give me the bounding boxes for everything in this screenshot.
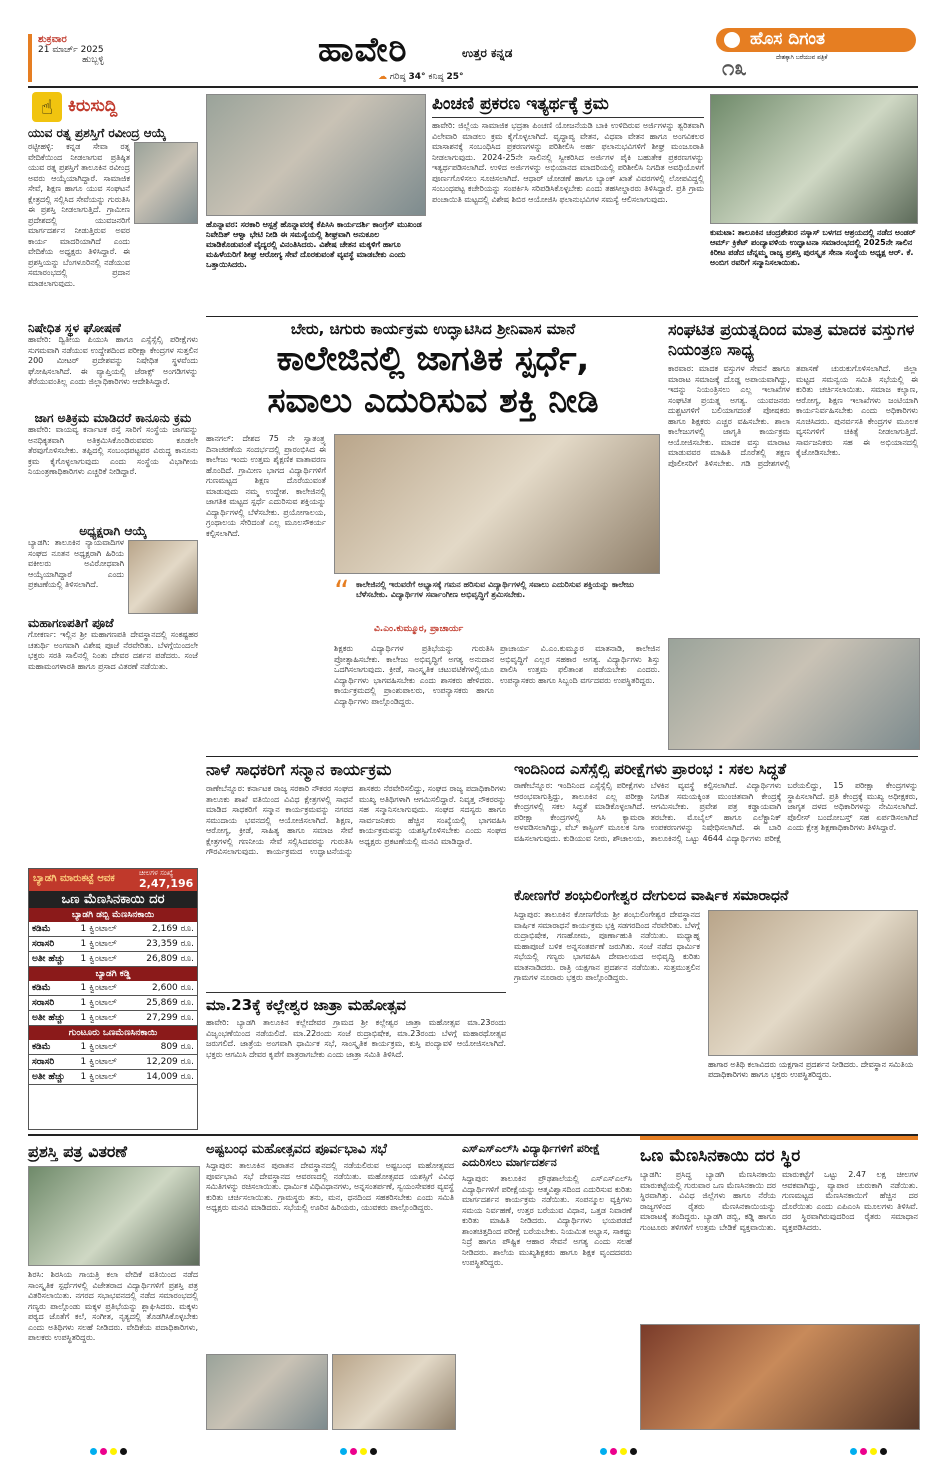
drugs-body: ಕಾರವಾರ: ಮಾದಕ ವಸ್ತುಗಳ ಸೇವನೆ ಹಾಗೂ ಮಾರಾಟ ಸಮಾಜಕ್ಕೆ ದೊಡ್ಡ ಅಪಾಯವಾಗಿದ್ದು, ಇದನ್ನು ನಿಯಂತ್ರಿಸಲು ಎಲ್ಲ ಇಲಾಖೆಗಳ ಸಂಘಟಿತ ಪ್ರಯತ್ನ ಅಗತ್ಯ. ಯುವಜನರು ದುಶ್ಚಟಗಳಿಗೆ ಬಲಿಯಾಗದಂತೆ ಪೋಷಕರು ಹಾಗೂ ಶಿಕ್ಷಕರು ಎಚ್ಚರ ವಹಿಸಬೇಕು. ಶಾಲಾ ಕಾಲೇಜುಗಳಲ್ಲಿ ಜಾಗೃತಿ ಕಾರ್ಯಕ್ರಮ ಆಯೋಜಿಸಬೇಕು. ಮಾದಕ ವಸ್ತು ಮಾರಾಟ ಮಾಡುವವರ ಮಾಹಿತಿ ದೊರೆತಲ್ಲಿ ತಕ್ಷಣ ಪೊಲೀಸರಿಗೆ ತಿಳಿಸಬೇಕು. ಗಡಿ ಪ್ರದೇಶಗಳಲ್ಲಿ ತಪಾಸಣೆ ಚುರುಕುಗೊಳಿಸಲಾಗಿದೆ. ಜಿಲ್ಲಾ ಮಟ್ಟದ ಸಮನ್ವಯ ಸಮಿತಿ ಸಭೆಯಲ್ಲಿ ಈ ಕುರಿತು ಚರ್ಚಿಸಲಾಯಿತು. ಸಮಾಜ ಕಲ್ಯಾಣ, ಆರೋಗ್ಯ, ಶಿಕ್ಷಣ ಇಲಾಖೆಗಳು ಜಂಟಿಯಾಗಿ ಕಾರ್ಯನಿರ್ವಹಿಸಬೇಕು ಎಂದು ಅಧಿಕಾರಿಗಳು ಸೂಚಿಸಿದರು. ಪುನರ್ವಸತಿ ಕೇಂದ್ರಗಳ ಮೂಲಕ ವ್ಯಸನಿಗಳಿಗೆ ಚಿಕಿತ್ಸೆ ನೀಡಲಾಗುತ್ತಿದೆ. ಸಾರ್ವಜನಿಕರು ಸಹ ಈ ಅಭಿಯಾನದಲ್ಲಿ ಕೈಜೋಡಿಸಬೇಕು.	[668, 364, 918, 468]
lead-headline-2: ಸವಾಲು ಎದುರಿಸುವ ಶಕ್ತಿ ನೀಡಿ	[267, 381, 599, 421]
news-body-3: ಹಾವೇರಿ: ವಾಯವ್ಯ ಕರ್ನಾಟಕ ರಸ್ತೆ ಸಾರಿಗೆ ಸಂಸ್ಥೆಯ ಜಾಗವನ್ನು ಅನಧಿಕೃತವಾಗಿ ಅತಿಕ್ರಮಿಸಿಕೊಂಡಿರುವವರು ಕೂಡಲೇ ತೆರವುಗೊಳಿಸಬೇಕು. ತಪ್ಪಿದಲ್ಲಿ ಸಂಬಂಧಪಟ್ಟವರ ವಿರುದ್ಧ ಕಾನೂನು ಕ್ರಮ ಕೈಗೊಳ್ಳಲಾಗುವುದು ಎಂದು ಸಂಸ್ಥೆಯ ವಿಭಾಗೀಯ ನಿಯಂತ್ರಣಾಧಿಕಾರಿಗಳು ಎಚ್ಚರಿಕೆ ನೀಡಿದ್ದಾರೆ.	[28, 425, 198, 476]
lead-story	[206, 320, 660, 750]
registration-marks-4	[850, 1440, 890, 1459]
market-cell-price: 25,869 ರೂ.	[130, 996, 197, 1011]
lead-body-2: ಶಿಕ್ಷಕರು ವಿದ್ಯಾರ್ಥಿಗಳ ಪ್ರತಿಭೆಯನ್ನು ಗುರುತಿಸಿ ಪ್ರೋತ್ಸಾಹಿಸಬೇಕು. ಕಾಲೇಜು ಅಭಿವೃದ್ಧಿಗೆ ಅಗತ್ಯ ಅನುದಾನ ಒದಗಿಸಲಾಗುವುದು. ಕ್ರೀಡೆ, ಸಾಂಸ್ಕೃತಿಕ ಚಟುವಟಿಕೆಗಳಲ್ಲಿಯೂ ವಿದ್ಯಾರ್ಥಿಗಳು ಭಾಗವಹಿಸಬೇಕು ಎಂದು ಶಾಸಕರು ಹೇಳಿದರು. ಕಾರ್ಯಕ್ರಮದಲ್ಲಿ ಪ್ರಾಂಶುಪಾಲರು, ಉಪನ್ಯಾಸಕರು ಹಾಗೂ ವಿದ್ಯಾರ್ಥಿಗಳು ಪಾಲ್ಗೊಂಡಿದ್ದರು.	[334, 644, 494, 706]
market-table	[29, 1040, 197, 1085]
market-banner-left: ಬ್ಯಾಡಗಿ ಮಾರುಕಟ್ಟೆ ಆವಕ	[33, 873, 115, 884]
certificate-body: ಶಿರಸಿ: ಶಿರಸಿಯ ಗಾಯತ್ರಿ ಕಲಾ ವೇದಿಕೆ ವತಿಯಿಂದ ನಡೆದ ಸಾಂಸ್ಕೃತಿಕ ಸ್ಪರ್ಧೆಗಳಲ್ಲಿ ವಿಜೇತರಾದ ವಿದ್ಯಾರ್ಥಿಗಳಿಗೆ ಪ್ರಶಸ್ತಿ ಪತ್ರ ವಿತರಿಸಲಾಯಿತು. ನಗರದ ಸಭಾಭವನದಲ್ಲಿ ನಡೆದ ಸಮಾರಂಭದಲ್ಲಿ ಗಣ್ಯರು ಪಾಲ್ಗೊಂಡು ಮಕ್ಕಳ ಪ್ರತಿಭೆಯನ್ನು ಶ್ಲಾಘಿಸಿದರು. ಮಕ್ಕಳು ಪಠ್ಯದ ಜೊತೆಗೆ ಕಲೆ, ಸಂಗೀತ, ನೃತ್ಯದಲ್ಲಿ ತೊಡಗಿಸಿಕೊಳ್ಳಬೇಕು ಎಂದು ಅತಿಥಿಗಳು ಸಲಹೆ ನೀಡಿದರು. ವೇದಿಕೆಯ ಪದಾಧಿಕಾರಿಗಳು, ಪಾಲಕರು ಉಪಸ್ಥಿತರಿದ್ದರು.	[28, 1270, 198, 1342]
region-label: ಉತ್ತರ ಕನ್ನಡ	[462, 46, 513, 60]
sslc-story	[514, 760, 918, 882]
news-title-2: ನಿಷೇಧಿತ ಸ್ಥಳ ಘೋಷಣೆ	[28, 321, 121, 335]
table-row	[29, 922, 197, 937]
cricket-event-caption: ಕುಮಟಾ: ತಾಲೂಕಿನ ಚಂದ್ರಶೇಖರ ನಸ್ಕಾಸ್ ಬಳಗದ ಆಶ್ರಯದಲ್ಲಿ ನಡೆದ ಅಂಡರ್ ಆರ್ಮ್ ಕ್ರಿಕೆಟ್ ಪಂದ್ಯಾವಳಿಯ ಉದ್ಘಾಟನಾ ಸಮಾರಂಭದಲ್ಲಿ 2025ನೇ ಸಾಲಿನ ಕಿರೀಟ ಪಡೆದ ಚೆನ್ನಮ್ಮ ರಾಜ್ಯ ಪ್ರಶಸ್ತಿ ಪುರಸ್ಕೃತ ಸೇನಾ ಸಂಸ್ಥೆಯ ಅಧ್ಯಕ್ಷ ಆರ್. ಕೆ. ಅಂಬಿಗ ರವರಿಗೆ ಸನ್ಮಾನಿಸಲಾಯಿತು.	[710, 228, 916, 267]
temp-min-label: ಕನಿಷ್ಠ	[428, 72, 444, 82]
lead-body-3: ಪ್ರಾಚಾರ್ಯ ವಿ.ಎಂ.ಕುಮ್ಮೂರ ಮಾತನಾಡಿ, ಕಾಲೇಜಿನ ಅಭಿವೃದ್ಧಿಗೆ ಎಲ್ಲರ ಸಹಕಾರ ಅಗತ್ಯ. ವಿದ್ಯಾರ್ಥಿಗಳು ಶಿಸ್ತು ಪಾಲಿಸಿ ಉತ್ತಮ ಫಲಿತಾಂಶ ಪಡೆಯಬೇಕು ಎಂದರು. ಉಪನ್ಯಾಸಕರು ಹಾಗೂ ಸಿಬ್ಬಂದಿ ವರ್ಗದವರು ಉಪಸ್ಥಿತರಿದ್ದರು.	[500, 644, 660, 685]
cricket-event-photo	[710, 94, 918, 224]
market-table	[29, 981, 197, 1026]
certificate-title: ಪ್ರಶಸ್ತಿ ಪತ್ರ ವಿತರಣೆ	[28, 1142, 128, 1161]
jatre-story	[206, 992, 506, 1130]
certificate-story	[28, 1142, 198, 1432]
table-row	[29, 952, 197, 967]
market-cell-unit: 1 ಕ್ವಿಂಟಾಲ್	[78, 937, 131, 952]
table-row	[29, 1040, 197, 1055]
market-cell-unit: 1 ಕ್ವಿಂಟಾಲ್	[78, 1040, 131, 1055]
news-body-5: ಗೋಕರ್ಣ: ಇಲ್ಲಿನ ಶ್ರೀ ಮಹಾಗಣಪತಿ ದೇವಸ್ಥಾನದಲ್ಲಿ ಸಂಕಷ್ಟಹರ ಚತುರ್ಥಿ ಅಂಗವಾಗಿ ವಿಶೇಷ ಪೂಜೆ ನೆರವೇರಿತು. ಬೆಳಗ್ಗೆಯಿಂದಲೇ ಭಕ್ತರು ಸರತಿ ಸಾಲಿನಲ್ಲಿ ನಿಂತು ದೇವರ ದರ್ಶನ ಪಡೆದರು. ಸಂಜೆ ಮಹಾಮಂಗಳಾರತಿ ಹಾಗೂ ಪ್ರಸಾದ ವಿತರಣೆ ನಡೆಯಿತು.	[28, 630, 198, 671]
market-section-header: ಬ್ಯಾಡಗಿ ಕಡ್ಡಿ	[29, 967, 197, 981]
temple-story	[514, 888, 918, 1128]
day-label: ಶುಕ್ರವಾರ	[38, 34, 67, 45]
honour-story	[206, 760, 506, 988]
lead-headline-1: ಕಾಲೇಜಿನಲ್ಲಿ ಜಾಗತಿಕ ಸ್ಪರ್ಧೆ,	[276, 339, 590, 379]
ashtabandha-story	[206, 1142, 454, 1432]
kirusuddi-column	[28, 92, 198, 862]
bags-label: ಚೀಲಗಳ ಸಂಖ್ಯೆ	[139, 869, 174, 877]
market-cell-price: 12,209 ರೂ.	[130, 1055, 197, 1070]
market-cell-price: 27,299 ರೂ.	[130, 1011, 197, 1026]
lead-quote: ಕಾಲೇಜಿನಲ್ಲಿ ಇರುವರೆಗೆ ಅಭ್ಯಾಸಕ್ಕೆ ಗಮನ ಹರಿಸುವ ವಿದ್ಯಾರ್ಥಿಗಳಲ್ಲಿ ಸವಾಲು ಎದುರಿಸುವ ಶಕ್ತಿಯನ್ನು ಕಾಲೇಜು ಬೆಳೆಸಬೇಕು. ವಿದ್ಯಾರ್ಥಿಗಳ ಸರ್ವಾಂಗೀಣ ಅಭಿವೃದ್ಧಿಗೆ ಶ್ರಮಿಸಬೇಕು.	[356, 580, 634, 599]
market-cell-grade: ಕಡಿಮೆ	[29, 922, 78, 937]
temp-max-label: ಗರಿಷ್ಠ	[389, 72, 406, 82]
ashtabandha-photo-2	[332, 1354, 456, 1430]
market-cell-unit: 1 ಕ್ವಿಂಟಾಲ್	[78, 1011, 131, 1026]
market-cell-price: 26,809 ರೂ.	[130, 952, 197, 967]
sslc-guidance-story	[462, 1142, 632, 1432]
masthead	[28, 28, 918, 86]
honour-title: ನಾಳೆ ಸಾಧಕರಿಗೆ ಸನ್ಮಾನ ಕಾರ್ಯಕ್ರಮ	[206, 760, 392, 779]
chilli-market-photo	[640, 1324, 920, 1430]
table-row	[29, 937, 197, 952]
market-cell-price: 2,169 ರೂ.	[130, 922, 197, 937]
date-block	[28, 34, 148, 82]
table-row	[29, 1055, 197, 1070]
market-cell-unit: 1 ಕ್ವಿಂಟಾಲ್	[78, 952, 131, 967]
market-cell-grade: ಸರಾಸರಿ	[29, 937, 78, 952]
ashtabandha-photo-1	[206, 1354, 328, 1430]
market-sections	[29, 908, 197, 1085]
sslc-guidance-title: ಎಸ್‌ಎಸ್‌ಎಲ್‌ಸಿ ವಿದ್ಯಾರ್ಥಿಗಳಿಗೆ ಪರೀಕ್ಷೆ ಎದುರಿಸಲು ಮಾರ್ಗದರ್ಶನ	[462, 1142, 601, 1169]
temple-photo	[708, 910, 918, 1056]
market-cell-grade: ಸರಾಸರಿ	[29, 996, 78, 1011]
market-title: ಒಣ ಮೆಣಸಿನಕಾಯಿ ದರ	[29, 891, 197, 908]
market-cell-grade: ಅತೀ ಹೆಚ್ಚು	[29, 952, 78, 967]
market-section-header: ಗುಂಟೂರು ಒಣಮೆಣಸಿನಕಾಯಿ	[29, 1026, 197, 1040]
market-cell-grade: ಕಡಿಮೆ	[29, 1040, 78, 1055]
temp-min: 25°	[446, 72, 464, 82]
temple-body: ಸಿದ್ದಾಪುರ: ತಾಲೂಕಿನ ಕೋಣಗೆರೆಯ ಶ್ರೀ ಶಂಭುಲಿಂಗೇಶ್ವರ ದೇವಸ್ಥಾನದ ವಾರ್ಷಿಕ ಸಮಾರಾಧನೆ ಕಾರ್ಯಕ್ರಮ ಭಕ್ತಿ ಸಡಗರದಿಂದ ನೆರವೇರಿತು. ಬೆಳಗ್ಗೆ ರುದ್ರಾಭಿಷೇಕ, ಗಣಹೋಮ, ಪೂರ್ಣಾಹುತಿ ನಡೆಯಿತು. ಮಧ್ಯಾಹ್ನ ಮಹಾಪೂಜೆ ಬಳಿಕ ಅನ್ನಸಂತರ್ಪಣೆ ಜರುಗಿತು. ಸಂಜೆ ನಡೆದ ಧಾರ್ಮಿಕ ಸಭೆಯಲ್ಲಿ ಗಣ್ಯರು ಭಾಗವಹಿಸಿ ದೇವಾಲಯದ ಅಭಿವೃದ್ಧಿ ಕುರಿತು ಮಾತನಾಡಿದರು. ರಾತ್ರಿ ಯಕ್ಷಗಾನ ಪ್ರದರ್ಶನ ನಡೆಯಿತು. ಸುತ್ತಮುತ್ತಲಿನ ಗ್ರಾಮಗಳ ನೂರಾರು ಭಕ್ತರು ಪಾಲ್ಗೊಂಡಿದ್ದರು.	[514, 910, 700, 982]
page-title: ಹಾವೇರಿ	[318, 30, 408, 70]
date-label: 21 ಮಾರ್ಚ್ 2025	[38, 45, 104, 55]
hospital-visit-caption: ಹೊನ್ನಾವರ: ಸರಕಾರಿ ಆಸ್ಪತ್ರೆ ಹೊನ್ನಾವರಕ್ಕೆ ಕೆಪಿಸಿಸಿ ಕಾರ್ಯದರ್ಶಿ ಕಾಂಗ್ರೆಸ್ ಮುಖಂಡ ನಿವೇದಿತ್ ಆಳ್ವಾ ಭೇಟಿ ನೀಡಿ ಈ ಸಮಸ್ಯೆಯಲ್ಲಿ ಶೀಘ್ರವಾಗಿ ಅನುಕೂಲ ಮಾಡಿಕೊಡುವಂತೆ ವೈದ್ಯರಲ್ಲಿ ವಿನಂತಿಸಿದರು. ವಿಶೇಷ ಚೇತನ ಮಕ್ಕಳಿಗೆ ಹಾಗೂ ಮಹಿಳೆಯರಿಗೆ ಶೀಘ್ರ ಆರೋಗ್ಯ ಸೇವೆ ದೊರಕುವಂತೆ ವ್ಯವಸ್ಥೆ ಮಾಡಬೇಕು ಎಂದು ಒತ್ತಾಯಿಸಿದರು.	[206, 220, 422, 269]
honour-body: ರಾಣೇಬೆನ್ನೂರ: ಕರ್ನಾಟಕ ರಾಜ್ಯ ಸರಕಾರಿ ನೌಕರರ ಸಂಘದ ತಾಲೂಕು ಶಾಖೆ ವತಿಯಿಂದ ವಿವಿಧ ಕ್ಷೇತ್ರಗಳಲ್ಲಿ ಸಾಧನೆ ಮಾಡಿದ ಸಾಧಕರಿಗೆ ಸನ್ಮಾನ ಕಾರ್ಯಕ್ರಮವನ್ನು ನಗರದ ಸಮುದಾಯ ಭವನದಲ್ಲಿ ಆಯೋಜಿಸಲಾಗಿದೆ. ಶಿಕ್ಷಣ, ಆರೋಗ್ಯ, ಕ್ರೀಡೆ, ಸಾಹಿತ್ಯ ಹಾಗೂ ಸಮಾಜ ಸೇವೆ ಕ್ಷೇತ್ರಗಳಲ್ಲಿ ಗಣನೀಯ ಸೇವೆ ಸಲ್ಲಿಸಿದವರನ್ನು ಗುರುತಿಸಿ ಗೌರವಿಸಲಾಗುವುದು. ಕಾರ್ಯಕ್ರಮದ ಉದ್ಘಾಟನೆಯನ್ನು ಶಾಸಕರು ನೆರವೇರಿಸಲಿದ್ದು, ಸಂಘದ ರಾಜ್ಯ ಪದಾಧಿಕಾರಿಗಳು ಮುಖ್ಯ ಅತಿಥಿಗಳಾಗಿ ಆಗಮಿಸಲಿದ್ದಾರೆ. ನಿವೃತ್ತ ನೌಕರರನ್ನು ಸಹ ಸನ್ಮಾನಿಸಲಾಗುವುದು. ಸಂಘದ ಸದಸ್ಯರು ಹಾಗೂ ಸಾರ್ವಜನಿಕರು ಹೆಚ್ಚಿನ ಸಂಖ್ಯೆಯಲ್ಲಿ ಭಾಗವಹಿಸಿ ಕಾರ್ಯಕ್ರಮವನ್ನು ಯಶಸ್ವಿಗೊಳಿಸಬೇಕು ಎಂದು ಸಂಘದ ಅಧ್ಯಕ್ಷರು ಪ್ರಕಟಣೆಯಲ್ಲಿ ಮನವಿ ಮಾಡಿದ್ದಾರೆ.	[206, 784, 506, 856]
news-title-1: ಯುವ ರತ್ನ ಪ್ರಶಸ್ತಿಗೆ ರವೀಂದ್ರ ಆಯ್ಕೆ	[28, 126, 167, 140]
table-row	[29, 996, 197, 1011]
market-cell-price: 2,600 ರೂ.	[130, 981, 197, 996]
market-cell-unit: 1 ಕ್ವಿಂಟಾಲ್	[78, 922, 131, 937]
jatre-title: ಮಾ.23ಕ್ಕೆ ಕಲ್ಲೇಶ್ವರ ಜಾತ್ರಾ ಮಹೋತ್ಸವ	[206, 992, 506, 1014]
chilli-title: ಒಣ ಮೆಣಸಿನಕಾಯಿ ದರ ಸ್ಥಿರ	[640, 1146, 801, 1166]
market-cell-grade: ಅತೀ ಹೆಚ್ಚು	[29, 1011, 78, 1026]
market-cell-grade: ಸರಾಸರಿ	[29, 1055, 78, 1070]
certificate-photo	[28, 1166, 200, 1266]
lead-kicker: ಬೇರು, ಚಿಗುರು ಕಾರ್ಯಕ್ರಮ ಉದ್ಘಾಟಿಸಿದ ಶ್ರೀನಿವಾಸ ಮಾನೆ	[290, 320, 576, 338]
news-title-4: ಅಧ್ಯಕ್ಷರಾಗಿ ಆಯ್ಕೆ	[79, 524, 147, 538]
chilli-body: ಬ್ಯಾಡಗಿ: ಪ್ರಸಿದ್ಧ ಬ್ಯಾಡಗಿ ಮೆಣಸಿನಕಾಯಿ ಮಾರುಕಟ್ಟೆಯಲ್ಲಿ ಗುರುವಾರ ಒಣ ಮೆಣಸಿನಕಾಯಿ ದರ ಸ್ಥಿರವಾಗಿತ್ತು. ವಿವಿಧ ಜಿಲ್ಲೆಗಳು ಹಾಗೂ ನೆರೆಯ ರಾಜ್ಯಗಳಿಂದ ರೈತರು ಮೆಣಸಿನಕಾಯಿಯನ್ನು ಮಾರಾಟಕ್ಕೆ ತಂದಿದ್ದರು. ಬ್ಯಾಡಗಿ ಡಬ್ಬಿ, ಕಡ್ಡಿ ಹಾಗೂ ಗುಂಟೂರು ತಳಿಗಳಿಗೆ ಉತ್ತಮ ಬೇಡಿಕೆ ವ್ಯಕ್ತವಾಯಿತು. ಮಾರುಕಟ್ಟೆಗೆ ಒಟ್ಟು 2.47 ಲಕ್ಷ ಚೀಲಗಳ ಆವಕವಾಗಿದ್ದು, ವ್ಯಾಪಾರ ಚುರುಕಾಗಿ ನಡೆಯಿತು. ಗುಣಮಟ್ಟದ ಮೆಣಸಿನಕಾಯಿಗೆ ಹೆಚ್ಚಿನ ದರ ದೊರೆಯಿತು ಎಂದು ಎಪಿಎಂಸಿ ಮೂಲಗಳು ತಿಳಿಸಿವೆ. ದರ ಸ್ಥಿರವಾಗಿರುವುದರಿಂದ ರೈತರು ಸಮಾಧಾನ ವ್ಯಕ್ತಪಡಿಸಿದರು.	[640, 1170, 918, 1232]
market-cell-unit: 1 ಕ್ವಿಂಟಾಲ್	[78, 1055, 131, 1070]
market-cell-grade: ಅತೀ ಹೆಚ್ಚು	[29, 1070, 78, 1085]
lead-photo	[334, 434, 660, 574]
news-title-5: ಮಹಾಗಣಪತಿಗೆ ಪೂಜೆ	[28, 616, 114, 630]
market-banner	[29, 869, 197, 891]
news-body-1: ರಟ್ಟೀಹಳ್ಳಿ: ಕನ್ನಡ ಸೇವಾ ರತ್ನ ವೇದಿಕೆಯಿಂದ ನೀಡಲಾಗುವ ಪ್ರತಿಷ್ಠಿತ ಯುವ ರತ್ನ ಪ್ರಶಸ್ತಿಗೆ ತಾಲೂಕಿನ ರವೀಂದ್ರ ಅವರು ಆಯ್ಕೆಯಾಗಿದ್ದಾರೆ. ಸಾಮಾಜಿಕ ಸೇವೆ, ಶಿಕ್ಷಣ ಹಾಗೂ ಯುವ ಸಂಘಟನೆ ಕ್ಷೇತ್ರದಲ್ಲಿ ಸಲ್ಲಿಸಿದ ಸೇವೆಯನ್ನು ಗುರುತಿಸಿ ಈ ಪ್ರಶಸ್ತಿ ನೀಡಲಾಗುತ್ತಿದೆ. ಗ್ರಾಮೀಣ ಪ್ರದೇಶದಲ್ಲಿ ಯುವಜನರಿಗೆ ಮಾರ್ಗದರ್ಶನ ನೀಡುತ್ತಿರುವ ಅವರ ಕಾರ್ಯ ಮಾದರಿಯಾಗಿದೆ ಎಂದು ವೇದಿಕೆಯ ಅಧ್ಯಕ್ಷರು ತಿಳಿಸಿದ್ದಾರೆ. ಈ ಪ್ರಶಸ್ತಿಯನ್ನು ಬೆಂಗಳೂರಿನಲ್ಲಿ ನಡೆಯುವ ಸಮಾರಂಭದಲ್ಲಿ ಪ್ರದಾನ ಮಾಡಲಾಗುವುದು.	[28, 142, 130, 288]
jatre-body: ಹಾವೇರಿ: ಬ್ಯಾಡಗಿ ತಾಲೂಕಿನ ಕಲ್ಲೇದೇವರ ಗ್ರಾಮದ ಶ್ರೀ ಕಲ್ಲೇಶ್ವರ ಜಾತ್ರಾ ಮಹೋತ್ಸವ ಮಾ.23ರಂದು ವಿಜೃಂಭಣೆಯಿಂದ ನಡೆಯಲಿದೆ. ಮಾ.22ರಂದು ಸಂಜೆ ರುದ್ರಾಭಿಷೇಕ, ಮಾ.23ರಂದು ಬೆಳಗ್ಗೆ ಮಹಾರಥೋತ್ಸವ ಜರುಗಲಿದೆ. ಜಾತ್ರೆಯ ಅಂಗವಾಗಿ ಧಾರ್ಮಿಕ ಸಭೆ, ಸಾಂಸ್ಕೃತಿಕ ಕಾರ್ಯಕ್ರಮ, ಕುಸ್ತಿ ಪಂದ್ಯಾವಳಿ ಆಯೋಜಿಸಲಾಗಿದೆ. ಭಕ್ತರು ಆಗಮಿಸಿ ದೇವರ ಕೃಪೆಗೆ ಪಾತ್ರರಾಗಬೇಕು ಎಂದು ಜಾತ್ರಾ ಸಮಿತಿ ತಿಳಿಸಿದೆ.	[206, 1018, 506, 1059]
market-cell-unit: 1 ಕ್ವಿಂಟಾಲ್	[78, 1070, 131, 1085]
registration-marks	[90, 1440, 130, 1459]
chilli-story	[640, 1146, 918, 1432]
pension-title: ಪಿಂಚಣಿ ಪ್ರಕರಣ ಇತ್ಯರ್ಥಕ್ಕೆ ಕ್ರಮ	[432, 94, 704, 118]
market-cell-price: 14,009 ರೂ.	[130, 1070, 197, 1085]
quote-icon: “	[334, 575, 350, 610]
news-title-3: ಜಾಗ ಅತಿಕ್ರಮ ಮಾಡಿದರೆ ಕಾನೂನು ಕ್ರಮ	[34, 411, 192, 425]
market-cell-price: 23,359 ರೂ.	[130, 937, 197, 952]
ashtabandha-title: ಅಷ್ಟಬಂಧ ಮಹೋತ್ಸವದ ಪೂರ್ವಭಾವಿ ಸಭೆ	[206, 1142, 387, 1157]
ashtabandha-body: ಸಿದ್ದಾಪುರ: ತಾಲೂಕಿನ ಪುರಾತನ ದೇವಸ್ಥಾನದಲ್ಲಿ ನಡೆಯಲಿರುವ ಅಷ್ಟಬಂಧ ಮಹೋತ್ಸವದ ಪೂರ್ವಭಾವಿ ಸಭೆ ದೇವಸ್ಥಾನದ ಆವರಣದಲ್ಲಿ ನಡೆಯಿತು. ಮಹೋತ್ಸವದ ಯಶಸ್ಸಿಗೆ ವಿವಿಧ ಸಮಿತಿಗಳನ್ನು ರಚಿಸಲಾಯಿತು. ಧಾರ್ಮಿಕ ವಿಧಿವಿಧಾನಗಳು, ಅನ್ನಸಂತರ್ಪಣೆ, ಸ್ವಯಂಸೇವಕರ ವ್ಯವಸ್ಥೆ ಕುರಿತು ಚರ್ಚಿಸಲಾಯಿತು. ಗ್ರಾಮಸ್ಥರು ತನು, ಮನ, ಧನದಿಂದ ಸಹಕರಿಸಬೇಕು ಎಂದು ಸಮಿತಿ ಅಧ್ಯಕ್ಷರು ಮನವಿ ಮಾಡಿದರು. ಸಭೆಯಲ್ಲಿ ಊರಿನ ಹಿರಿಯರು, ಯುವಕರು ಪಾಲ್ಗೊಂಡಿದ್ದರು.	[206, 1161, 454, 1212]
brand-logo	[716, 28, 916, 84]
hospital-visit-photo	[206, 94, 426, 216]
drugs-meeting-photo	[668, 638, 920, 750]
drugs-story	[668, 320, 918, 750]
temple-title: ಕೋಣಗೆರೆ ಶಂಭುಲಿಂಗೇಶ್ವರ ದೇಗುಲದ ವಾರ್ಷಿಕ ಸಮಾರಾಧನೆ	[514, 888, 789, 904]
hand-icon: ☝	[32, 92, 62, 122]
weather	[378, 72, 464, 82]
weather-icon: ☁	[378, 72, 387, 82]
brand-name: ಹೊಸ ದಿಗಂತ	[750, 29, 825, 49]
news-body-2: ಹಾವೇರಿ: ದ್ವಿತೀಯ ಪಿಯುಸಿ ಹಾಗೂ ಎಸ್ಸೆಸ್ಸೆಲ್ಸಿ ಪರೀಕ್ಷೆಗಳು ಸುಗಮವಾಗಿ ನಡೆಯುವ ಉದ್ದೇಶದಿಂದ ಪರೀಕ್ಷಾ ಕೇಂದ್ರಗಳ ಸುತ್ತಲಿನ 200 ಮೀಟರ್ ಪ್ರದೇಶವನ್ನು ನಿಷೇಧಿತ ಸ್ಥಳವೆಂದು ಘೋಷಿಸಲಾಗಿದೆ. ಈ ವ್ಯಾಪ್ತಿಯಲ್ಲಿ ಜೆರಾಕ್ಸ್ ಅಂಗಡಿಗಳನ್ನು ತೆರೆಯುವಂತಿಲ್ಲ ಎಂದು ಜಿಲ್ಲಾಧಿಕಾರಿಗಳು ಆದೇಶಿಸಿದ್ದಾರೆ.	[28, 335, 198, 386]
lead-quote-box	[334, 575, 660, 640]
city-label: ಹುಬ್ಬಳ್ಳಿ	[82, 55, 104, 65]
temp-max: 34°	[408, 72, 426, 82]
portrait-photo-2	[128, 540, 198, 614]
market-rates	[28, 868, 198, 1130]
table-row	[29, 1070, 197, 1085]
news-body-4: ಬ್ಯಾಡಗಿ: ತಾಲೂಕಿನ ನ್ಯಾಯವಾದಿಗಳ ಸಂಘದ ನೂತನ ಅಧ್ಯಕ್ಷರಾಗಿ ಹಿರಿಯ ವಕೀಲರು ಅವಿರೋಧವಾಗಿ ಆಯ್ಕೆಯಾಗಿದ್ದಾರೆ ಎಂದು ಪ್ರಕಟಣೆಯಲ್ಲಿ ತಿಳಿಸಲಾಗಿದೆ.	[28, 538, 124, 589]
drugs-title: ಸಂಘಟಿತ ಪ್ರಯತ್ನದಿಂದ ಮಾತ್ರ ಮಾದಕ ವಸ್ತುಗಳ ನಿಯಂತ್ರಣ ಸಾಧ್ಯ	[668, 320, 915, 359]
market-table	[29, 922, 197, 967]
sslc-body: ರಾಣೇಬೆನ್ನೂರ: ಇಂದಿನಿಂದ ಎಸ್ಸೆಸ್ಸೆಲ್ಸಿ ಪರೀಕ್ಷೆಗಳು ಆರಂಭವಾಗುತ್ತಿದ್ದು, ತಾಲೂಕಿನ ಎಲ್ಲ ಪರೀಕ್ಷಾ ಕೇಂದ್ರಗಳಲ್ಲಿ ಸಕಲ ಸಿದ್ಧತೆ ಮಾಡಿಕೊಳ್ಳಲಾಗಿದೆ. ಪರೀಕ್ಷಾ ಕೇಂದ್ರಗಳಲ್ಲಿ ಸಿಸಿ ಕ್ಯಾಮರಾ ಅಳವಡಿಸಲಾಗಿದ್ದು, ವೆಬ್ ಕಾಸ್ಟಿಂಗ್ ಮೂಲಕ ನಿಗಾ ವಹಿಸಲಾಗುವುದು. ಕುಡಿಯುವ ನೀರು, ಶೌಚಾಲಯ, ಬೆಳಕಿನ ವ್ಯವಸ್ಥೆ ಕಲ್ಪಿಸಲಾಗಿದೆ. ವಿದ್ಯಾರ್ಥಿಗಳು ನಿಗದಿತ ಸಮಯಕ್ಕಿಂತ ಮುಂಚಿತವಾಗಿ ಕೇಂದ್ರಕ್ಕೆ ಆಗಮಿಸಬೇಕು. ಪ್ರವೇಶ ಪತ್ರ ಕಡ್ಡಾಯವಾಗಿ ತರಬೇಕು. ಮೊಬೈಲ್ ಹಾಗೂ ಎಲೆಕ್ಟ್ರಾನಿಕ್ ಉಪಕರಣಗಳನ್ನು ನಿಷೇಧಿಸಲಾಗಿದೆ. ಈ ಬಾರಿ ತಾಲೂಕಿನಲ್ಲಿ ಒಟ್ಟು 4644 ವಿದ್ಯಾರ್ಥಿಗಳು ಪರೀಕ್ಷೆ ಬರೆಯಲಿದ್ದು, 15 ಪರೀಕ್ಷಾ ಕೇಂದ್ರಗಳನ್ನು ಸ್ಥಾಪಿಸಲಾಗಿದೆ. ಪ್ರತಿ ಕೇಂದ್ರಕ್ಕೆ ಮುಖ್ಯ ಅಧೀಕ್ಷಕರು, ಜಾಗೃತ ದಳದ ಅಧಿಕಾರಿಗಳನ್ನು ನೇಮಿಸಲಾಗಿದೆ. ಪೊಲೀಸ್ ಬಂದೋಬಸ್ತ್ ಸಹ ಏರ್ಪಡಿಸಲಾಗಿದೆ ಎಂದು ಕ್ಷೇತ್ರ ಶಿಕ್ಷಣಾಧಿಕಾರಿಗಳು ತಿಳಿಸಿದ್ದಾರೆ.	[514, 781, 918, 843]
table-row	[29, 1011, 197, 1026]
portrait-photo-1	[134, 142, 198, 224]
market-section-header: ಬ್ಯಾಡಗಿ ಡಬ್ಬಿ ಮೆಣಸಿನಕಾಯಿ	[29, 908, 197, 922]
market-cell-unit: 1 ಕ್ವಿಂಟಾಲ್	[78, 996, 131, 1011]
table-row	[29, 981, 197, 996]
sslc-guidance-body: ಸಿದ್ದಾಪುರ: ತಾಲೂಕಿನ ಪ್ರೌಢಶಾಲೆಯಲ್ಲಿ ಎಸ್‌ಎಸ್‌ಎಲ್‌ಸಿ ವಿದ್ಯಾರ್ಥಿಗಳಿಗೆ ಪರೀಕ್ಷೆಯನ್ನು ಆತ್ಮವಿಶ್ವಾಸದಿಂದ ಎದುರಿಸುವ ಕುರಿತು ಮಾರ್ಗದರ್ಶನ ಕಾರ್ಯಕ್ರಮ ನಡೆಯಿತು. ಸಂಪನ್ಮೂಲ ವ್ಯಕ್ತಿಗಳು ಸಮಯ ನಿರ್ವಹಣೆ, ಉತ್ತರ ಬರೆಯುವ ವಿಧಾನ, ಒತ್ತಡ ನಿವಾರಣೆ ಕುರಿತು ಮಾಹಿತಿ ನೀಡಿದರು. ವಿದ್ಯಾರ್ಥಿಗಳು ಭಯಪಡದೆ ಶಾಂತಚಿತ್ತದಿಂದ ಪರೀಕ್ಷೆ ಬರೆಯಬೇಕು. ನಿಯಮಿತ ಅಭ್ಯಾಸ, ಸಾಕಷ್ಟು ನಿದ್ರೆ ಹಾಗೂ ಪೌಷ್ಟಿಕ ಆಹಾರ ಸೇವನೆ ಅಗತ್ಯ ಎಂದು ಸಲಹೆ ನೀಡಿದರು. ಶಾಲೆಯ ಮುಖ್ಯಶಿಕ್ಷಕರು ಹಾಗೂ ಶಿಕ್ಷಕ ವೃಂದದವರು ಉಪಸ್ಥಿತರಿದ್ದರು.	[462, 1174, 632, 1267]
bags-count: 2,47,196	[139, 877, 194, 890]
market-cell-grade: ಕಡಿಮೆ	[29, 981, 78, 996]
registration-marks-2	[340, 1440, 380, 1459]
kirusuddi-header	[28, 92, 198, 126]
lead-body-1: ಹಾನಗಲ್: ದೇಶದ 75 ನೇ ಸ್ವಾತಂತ್ರ್ಯ ದಿನಾಚರಣೆಯ ಸಂದರ್ಭದಲ್ಲಿ ಪ್ರಾರಂಭಿಸಿದ ಈ ಕಾಲೇಜು ಇಂದು ಉತ್ತಮ ಶೈಕ್ಷಣಿಕ ವಾತಾವರಣ ಹೊಂದಿದೆ. ಗ್ರಾಮೀಣ ಭಾಗದ ವಿದ್ಯಾರ್ಥಿಗಳಿಗೆ ಗುಣಮಟ್ಟದ ಶಿಕ್ಷಣ ದೊರೆಯುವಂತೆ ಮಾಡುವುದು ನಮ್ಮ ಉದ್ದೇಶ. ಕಾಲೇಜಿನಲ್ಲಿ ಜಾಗತಿಕ ಮಟ್ಟದ ಸ್ಪರ್ಧೆ ಎದುರಿಸುವ ಶಕ್ತಿಯನ್ನು ವಿದ್ಯಾರ್ಥಿಗಳಲ್ಲಿ ಬೆಳೆಸಬೇಕು. ಪ್ರಯೋಗಾಲಯ, ಗ್ರಂಥಾಲಯ ಸೇರಿದಂತೆ ಎಲ್ಲ ಮೂಲಸೌಕರ್ಯ ಕಲ್ಪಿಸಲಾಗಿದೆ.	[206, 434, 326, 538]
market-cell-price: 809 ರೂ.	[130, 1040, 197, 1055]
pension-story	[432, 94, 704, 314]
registration-marks-3	[600, 1440, 640, 1459]
temple-caption: ಹಾಗಾರ ಅತಿಥಿ ಕಲಾವಿದರು ಯಕ್ಷಗಾನ ಪ್ರದರ್ಶನ ನೀಡಿದರು. ದೇವಸ್ಥಾನ ಸಮಿತಿಯ ಪದಾಧಿಕಾರಿಗಳು ಹಾಗೂ ಭಕ್ತರು ಉಪಸ್ಥಿತರಿದ್ದರು.	[708, 1060, 914, 1079]
market-cell-unit: 1 ಕ್ವಿಂಟಾಲ್	[78, 981, 131, 996]
sslc-title: ಇಂದಿನಿಂದ ಎಸೆಸ್ಸೆಲ್ಸಿ ಪರೀಕ್ಷೆಗಳು ಪ್ರಾರಂಭ : ಸಕಲ ಸಿದ್ಧತೆ	[514, 760, 787, 778]
kirusuddi-label: ಕಿರುಸುದ್ದಿ	[68, 96, 118, 116]
lead-quote-by: ವಿ.ಎಂ.ಕುಮ್ಮೂರ, ಪ್ರಾಚಾರ್ಯ	[374, 624, 464, 634]
lotus-icon	[724, 32, 740, 48]
brand-tagline: ದೇಶಕ್ಕಾಗಿ ಬರೆಯುವ ಪತ್ರಿಕೆ	[776, 54, 828, 61]
page-number: ೧೩	[722, 56, 747, 81]
pension-body: ಹಾವೇರಿ: ಜಿಲ್ಲೆಯ ಸಾಮಾಜಿಕ ಭದ್ರತಾ ಪಿಂಚಣಿ ಯೋಜನೆಯಡಿ ಬಾಕಿ ಉಳಿದಿರುವ ಅರ್ಜಿಗಳನ್ನು ತ್ವರಿತವಾಗಿ ವಿಲೇವಾರಿ ಮಾಡಲು ಕ್ರಮ ಕೈಗೊಳ್ಳಲಾಗಿದೆ. ವೃದ್ಧಾಪ್ಯ ವೇತನ, ವಿಧವಾ ವೇತನ ಹಾಗೂ ಅಂಗವಿಕಲರ ಮಾಸಾಶನಕ್ಕೆ ಸಂಬಂಧಿಸಿದ ಪ್ರಕರಣಗಳನ್ನು ಪರಿಶೀಲಿಸಿ ಅರ್ಹ ಫಲಾನುಭವಿಗಳಿಗೆ ಶೀಘ್ರ ಮಂಜೂರಾತಿ ನೀಡಲಾಗುವುದು. 2024-25ನೇ ಸಾಲಿನಲ್ಲಿ ಸ್ವೀಕರಿಸಿದ ಅರ್ಜಿಗಳ ಪೈಕಿ ಬಹುತೇಕ ಪ್ರಕರಣಗಳನ್ನು ಇತ್ಯರ್ಥಪಡಿಸಲಾಗಿದೆ. ಉಳಿದ ಅರ್ಜಿಗಳನ್ನು ಅಭಿಯಾನದ ಮಾದರಿಯಲ್ಲಿ ಪರಿಶೀಲಿಸಿ ನಿಗದಿತ ಅವಧಿಯೊಳಗೆ ಪೂರ್ಣಗೊಳಿಸಲು ಸೂಚಿಸಲಾಗಿದೆ. ಆಧಾರ್ ಜೋಡಣೆ ಹಾಗೂ ಬ್ಯಾಂಕ್ ಖಾತೆ ವಿವರಗಳಲ್ಲಿ ಲೋಪವಿದ್ದಲ್ಲಿ ಸಂಬಂಧಪಟ್ಟ ಕಚೇರಿಯನ್ನು ಸಂಪರ್ಕಿಸಿ ಸರಿಪಡಿಸಿಕೊಳ್ಳಬೇಕು ಎಂದು ತಹಸೀಲ್ದಾರರು ತಿಳಿಸಿದ್ದಾರೆ. ಪ್ರತಿ ಗ್ರಾಮ ಪಂಚಾಯಿತಿ ಮಟ್ಟದಲ್ಲಿ ವಿಶೇಷ ಶಿಬಿರ ಆಯೋಜಿಸಿ ಫಲಾನುಭವಿಗಳ ಸಮಸ್ಯೆ ಆಲಿಸಲಾಗುವುದು.	[432, 121, 704, 204]
section-divider-orange	[640, 1136, 918, 1140]
